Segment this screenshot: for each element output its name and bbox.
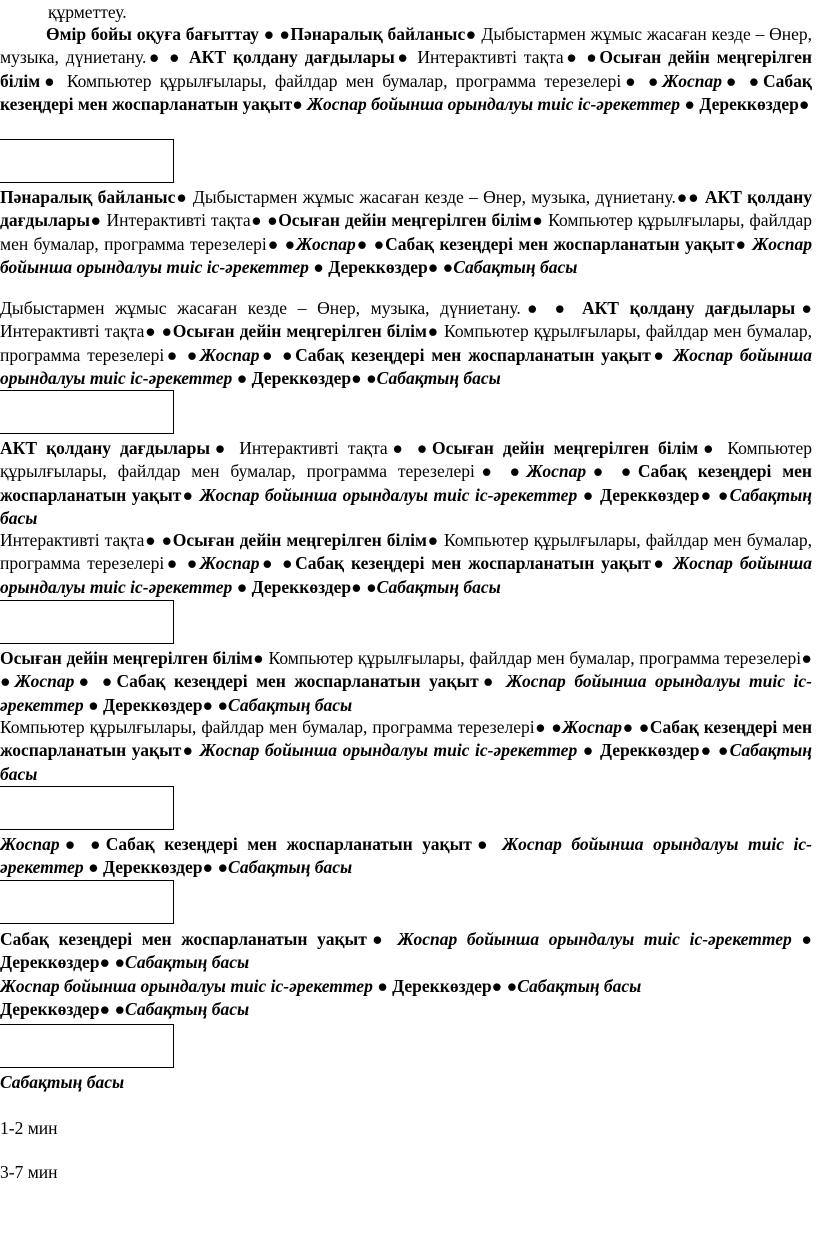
text-run: Сабақ кезеңдері мен жоспарланатын уақыт [105, 834, 472, 854]
text-run: Сабақ кезеңдері мен жоспарланатын уақыт [0, 70, 813, 115]
bullet-icon: ● ● [263, 24, 291, 44]
text-run: Интерактивті тақта [0, 321, 145, 342]
text-run: Осыған дейін меңгерілген білім [172, 530, 427, 550]
bullet-icon: ● [175, 187, 188, 207]
text-run: Дереккөздер [98, 857, 203, 878]
paragraph-10 [0, 975, 812, 998]
bullet-icon: ● [88, 694, 99, 715]
text-run: Жоспар бойынша орындалуы тиіс іс-әрекеттер [0, 834, 813, 878]
bullet-icon: ● ● [0, 648, 812, 692]
text-run: Сабақтың басы [376, 368, 501, 389]
text-run: АКТ қолдану дағдылары [0, 438, 211, 458]
text-run: Интерактивті тақта [230, 438, 388, 458]
bullet-icon: ● ● [146, 47, 190, 68]
bullet-icon: ● [40, 70, 59, 91]
paragraph-3 [0, 297, 812, 391]
table-cell [0, 139, 174, 183]
text-run: Осыған дейін меңгерілген білім [278, 210, 532, 231]
text-run: Интерактивті тақта [0, 530, 145, 550]
bullet-icon: ● [795, 298, 813, 318]
bullet-icon: ● [181, 484, 195, 505]
bullet-icon: ● [801, 929, 812, 949]
bullet-icon: ● ● [59, 834, 106, 854]
bullet-icon: ● ● [427, 257, 454, 278]
text-run: Дереккөздер [247, 368, 352, 389]
text-run: Сабақтың басы [125, 952, 250, 973]
bullet-icon: ● ● [144, 321, 173, 342]
text-run: Сабақ кезеңдері мен жоспарланатын уақыт [385, 233, 735, 254]
bullet-icon: ● ● [259, 344, 296, 365]
text-run: Компьютер құрылғылары, файлдар мен бумалар, программа терезелері [0, 438, 812, 482]
text-run: Сабақтың басы [453, 257, 578, 278]
bullet-icon: ● [426, 321, 439, 342]
text-run: Дереккөздер [0, 952, 100, 973]
bullet-icon: ● ● [99, 999, 126, 1019]
text-run: Сабақ кезеңдері мен жоспарланатын уақыт [295, 553, 651, 574]
bullet-icon: ● ● [491, 976, 518, 996]
bullet-icon: ● [426, 530, 439, 550]
bullet-icon: ● [582, 484, 595, 505]
bullet-icon: ● ● [259, 553, 296, 574]
bullet-icon: ● ● [622, 717, 650, 737]
bullet-icon: ● [210, 438, 231, 458]
bullet-icon: ● ● [699, 740, 730, 761]
bullet-icon: ● [582, 740, 595, 761]
text-run: Интерактивті тақта [410, 47, 564, 68]
text-run: Сабақ кезеңдері мен жоспарланатын уақыт [295, 344, 651, 365]
text-run: Жоспар [14, 671, 75, 692]
bullet-icon: ● ● [474, 461, 527, 482]
text-run: Жоспар бойынша орындалуы тиіс іс-әрекеттер [0, 344, 813, 389]
bullet-icon: ● [471, 834, 493, 854]
bullet-icon: ● ● [534, 717, 563, 737]
bullet-icon: ● ● [563, 47, 600, 68]
bullet-icon: ● ● [164, 553, 200, 574]
bullet-icon: ● [684, 94, 695, 115]
bullet-icon: ● [650, 344, 667, 365]
paragraph-2 [0, 186, 812, 280]
text-run: Дыбыстармен жұмыс жасаған кезде – Өнер, музыка, дүниетану. [0, 298, 521, 318]
bullet-icon: ● ● [586, 461, 638, 482]
text-run: Жоспар [526, 461, 587, 482]
bullet-icon: ● [292, 94, 303, 115]
text-run: Дереккөздер [247, 576, 352, 597]
text-run: Жоспар бойынша орындалуы тиіс іс-әрекеттер [194, 484, 583, 505]
bullet-icon: ● ● [351, 576, 377, 597]
text-run: АКТ қолдану дағдылары [581, 298, 796, 318]
text-run: Дыбыстармен жұмыс жасаған кезде – Өнер, музыка, дүниетану. [0, 24, 813, 68]
text-run: Компьютер құрылғылары, файлдар мен бумалар, программа терезелері [0, 717, 535, 737]
bullet-icon: ● [252, 648, 264, 668]
table-cell [0, 786, 174, 830]
bullet-icon: ● ● [164, 344, 200, 365]
bullet-icon: ● ● [699, 484, 730, 505]
time-label-1: 1-2 мин [0, 1118, 58, 1138]
text-run: Сабақтың басы [376, 576, 501, 597]
bullet-icon: ● [88, 857, 99, 878]
paragraph-8 [0, 833, 812, 880]
table-cell [0, 600, 174, 644]
text-run: Жоспар [199, 344, 260, 365]
text-run: Жоспар бойынша орындалуы тиіс іс-әрекеттер [194, 740, 583, 761]
bullet-icon: ● ● [520, 298, 582, 318]
bullet-icon: ● [478, 671, 498, 692]
text-run: Дереккөздер [594, 484, 700, 505]
bullet-icon: ● ● [351, 368, 377, 389]
bullet-icon: ● ● [355, 233, 386, 254]
bullet-icon: ● [90, 210, 102, 231]
bullet-icon: ● ● [721, 70, 764, 91]
text-run: Пәнаралық байланыс [0, 187, 176, 207]
text-run: АКТ қолдану дағдылары [0, 187, 812, 231]
bullet-icon: ● ● [621, 70, 663, 91]
bullet-icon: ●● [675, 187, 705, 207]
text-top: құрметтеу. [48, 2, 127, 22]
text-run: Сабақ кезеңдері мен жоспарланатын уақыт [116, 671, 479, 692]
text-run: Дереккөздер [694, 94, 799, 115]
text-run: Дереккөздер [594, 740, 700, 761]
table-cell [0, 1024, 174, 1068]
text-run: Сабақ кезеңдері мен жоспарланатын уақыт [0, 461, 813, 505]
bullet-icon: ● [650, 553, 667, 574]
bullet-icon: ● ● [99, 952, 126, 973]
text-run: Дереккөздер [98, 694, 203, 715]
bullet-icon: ● [394, 47, 411, 68]
paragraph-1 [0, 23, 812, 117]
bullet-icon: ● [366, 929, 388, 949]
paragraph-5 [0, 529, 812, 599]
text-run: Дереккөздер [0, 999, 100, 1019]
bullet-icon: ● [798, 94, 810, 115]
bullet-icon: ● [313, 257, 324, 278]
bullet-icon: ● [531, 210, 544, 231]
text-run: Жоспар [296, 233, 356, 254]
text-run: Сабақ кезеңдері мен жоспарланатын уақыт [0, 929, 367, 949]
table-cell [0, 880, 174, 924]
paragraph-6 [0, 647, 812, 717]
text-run: Өмір бойы оқуға бағыттау [46, 24, 264, 44]
text-run: Жоспар [562, 717, 623, 737]
text-run: Сабақтың басы [228, 857, 353, 878]
text-run: Сабақтың басы [0, 1072, 125, 1092]
text-run: Компьютер құрылғылары, файлдар мен бумалар, программа терезелері [58, 70, 622, 91]
text-run: Интерактивті тақта [101, 210, 251, 231]
bullet-icon: ● ● [250, 210, 279, 231]
text-run: Осыған дейін меңгерілген білім [0, 47, 812, 91]
text-run: Сабақтың басы [125, 999, 250, 1019]
text-run: Компьютер құрылғылары, файлдар мен бумалар, программа терезелері [0, 530, 812, 574]
text-run: Сабақ кезеңдері мен жоспарланатын уақыт [0, 717, 813, 761]
text-run: Сабақтың басы [517, 976, 642, 996]
text-run: Жоспар бойынша орындалуы тиіс іс-әрекеттер [0, 233, 813, 278]
text-run: Дереккөздер [387, 976, 492, 996]
text-run: Осыған дейін меңгерілген білім [432, 438, 699, 458]
bullet-icon: ● [698, 438, 719, 458]
text-run: Дыбыстармен жұмыс жасаған кезде – Өнер, музыка, дүниетану. [187, 187, 676, 207]
paragraph-11 [0, 998, 812, 1021]
bullet-icon: ● ● [144, 530, 173, 550]
text-run: Жоспар бойынша орындалуы тиіс іс-әрекеттер [0, 671, 813, 715]
text-run: Жоспар [0, 834, 60, 854]
bullet-icon: ● [236, 368, 248, 389]
bullet-icon: ● ● [387, 438, 433, 458]
text-run: Сабақтың басы [0, 484, 813, 529]
table-cell [0, 390, 174, 434]
bullet-icon: ● ● [266, 233, 297, 254]
bullet-icon: ● ● [202, 694, 229, 715]
text-run: Пәнаралық байланыс [290, 24, 466, 44]
bullet-icon: ● ● [74, 671, 117, 692]
paragraph-9 [0, 928, 812, 975]
text-run: Жоспар бойынша орындалуы тиіс іс-әрекеттер [0, 976, 378, 996]
bullet-icon: ● [734, 233, 748, 254]
text-run: Жоспар бойынша орындалуы тиіс іс-әрекеттер [0, 553, 813, 597]
text-run: Осыған дейін меңгерілген білім [0, 648, 253, 668]
text-run: Осыған дейін меңгерілген білім [172, 321, 427, 342]
text-run: Жоспар [199, 553, 260, 574]
text-run: Сабақтың басы [228, 694, 353, 715]
text-run: Жоспар бойынша орындалуы тиіс іс-әрекеттер [387, 929, 802, 949]
text-run: Компьютер құрылғылары, файлдар мен бумалар, программа терезелері [0, 210, 813, 254]
text-run: Дереккөздер [323, 257, 428, 278]
paragraph-4 [0, 437, 812, 531]
bullet-icon: ● [236, 576, 248, 597]
paragraph-7 [0, 716, 812, 786]
text-run: Компьютер құрылғылары, файлдар мен бумалар, программа терезелері [263, 648, 802, 668]
text-run: АКТ қолдану дағдылары [189, 47, 395, 68]
bullet-icon: ● [181, 740, 195, 761]
paragraph-12 [0, 1071, 812, 1094]
text-run: Компьютер құрылғылары, файлдар мен бумалар, программа терезелері [0, 321, 812, 365]
time-label-2: 3-7 мин [0, 1162, 58, 1182]
bullet-icon: ● [465, 24, 477, 44]
bullet-icon: ● [377, 976, 388, 996]
text-run: Жоспар [662, 70, 722, 91]
bullet-icon: ● ● [202, 857, 229, 878]
text-run: Сабақтың басы [0, 740, 813, 784]
text-run: Жоспар бойынша орындалуы тиіс іс-әрекеттер [302, 94, 685, 115]
